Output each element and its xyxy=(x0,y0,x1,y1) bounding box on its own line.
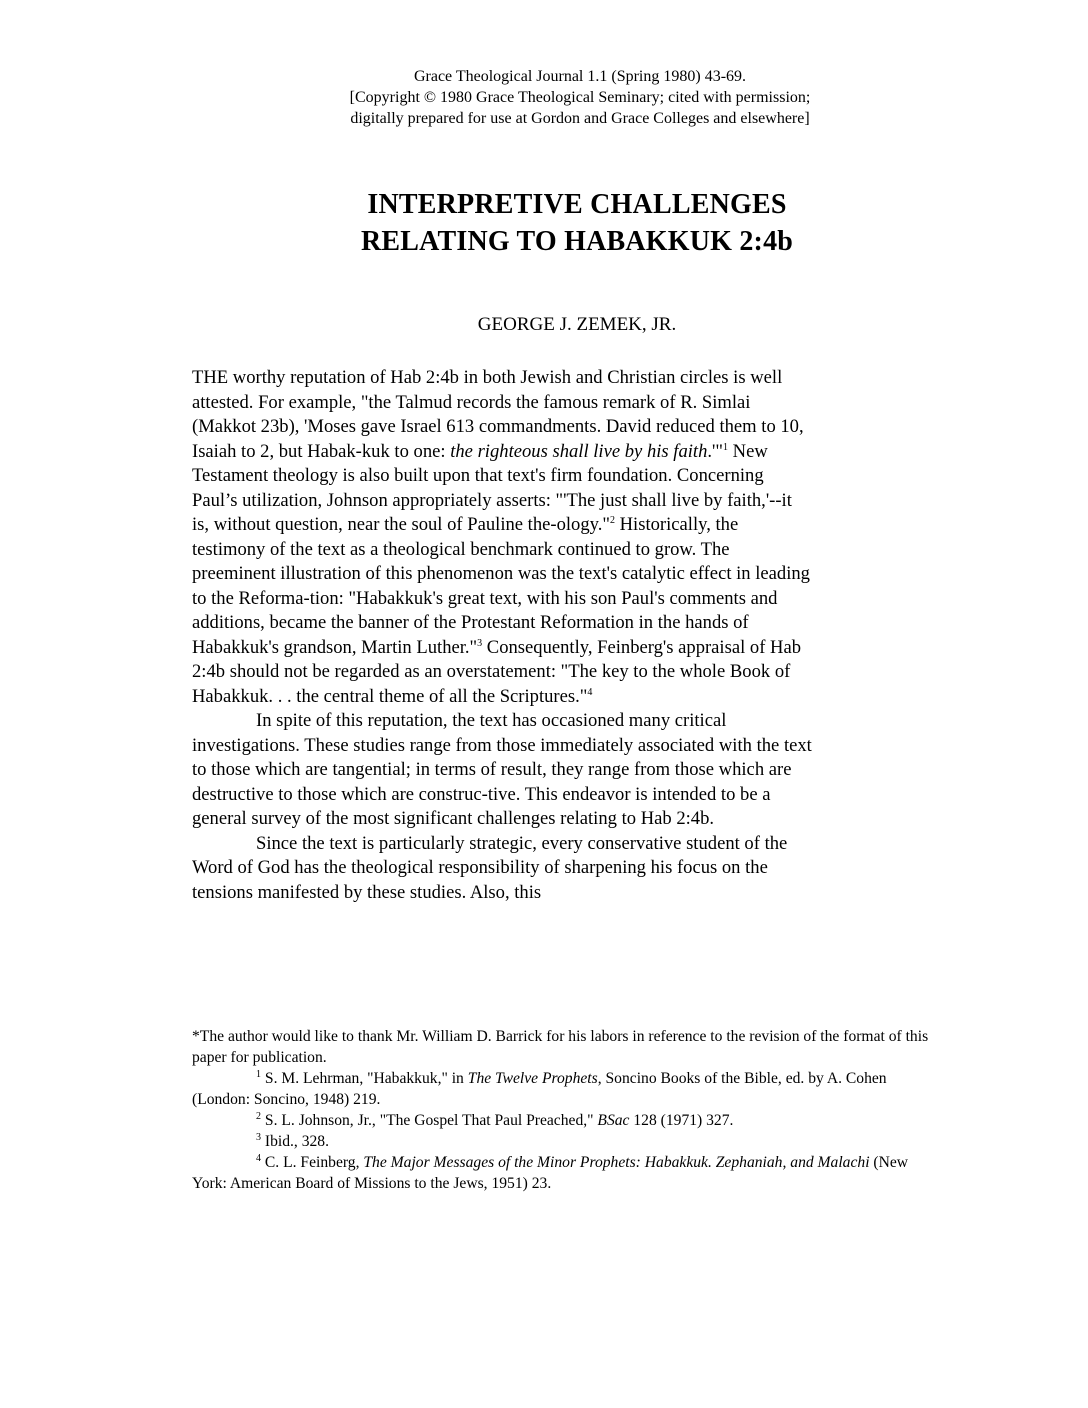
footnote-3: $^3$ Ibid., 328. xyxy=(256,1131,330,1150)
article-body xyxy=(192,366,812,905)
footnotes xyxy=(192,1026,932,1194)
header-digital-note: digitally prepared for use at Gordon and Grace Colleges and elsewhere] xyxy=(350,110,810,127)
journal-header xyxy=(280,66,880,129)
title-line-2: RELATING TO HABAKKUK 2:4b xyxy=(360,226,794,257)
paragraph-2: In spite of this reputation, the text has occasioned many critical investigations. These studies range from those immediately associated with the text to those which are tangential; in terms of result, they range from those which are destructive to those which are construc-tive. This endeavor is intended to be a general survey of the most significant challenges relating to Hab 2:4b. xyxy=(192,710,812,829)
paragraph-3: Since the text is particularly strategic, every conservative student of the Word of God has the theological responsibility of sharpening his focus on the tensions manifested by these studies. Also, this xyxy=(192,832,788,903)
header-copyright: [Copyright © 1980 Grace Theological Seminary; cited with permission; xyxy=(349,89,811,106)
footnote-ref-3: 3 xyxy=(477,637,483,649)
header-citation: Grace Theological Journal 1.1 (Spring 1980) 43-69. xyxy=(413,68,747,85)
footnote-acknowledgment: *The author would like to thank Mr. William D. Barrick for his labors in reference to the revision of the format of this paper for publication. xyxy=(192,1028,929,1066)
italic-quote: the righteous shall live by his faith xyxy=(450,440,708,462)
author-name: GEORGE J. ZEMEK, JR. xyxy=(477,314,677,335)
paragraph-1: THE worthy reputation of Hab 2:4b in both Jewish and Christian circles is well attested. For example, "the Talmud records the famous remark of R. Simlai (Makkot 23b), 'Moses gave Israel 613 commandments. David reduced them to 10, Isaiah to 2, but Habak-kuk to one: the righteous shall live by his faith.'"$^1$ New Testament theology is also built upon that text's firm foundation. Concerning Paul’s utilization, Johnson appropriately asserts: "'The just shall live by faith,'--it is, without question, near the soul of Pauline the-ology."$^2$ Historically, the testimony of the text as a theological benchmark continued to grow. The preeminent illustration of this phenomenon was the text's catalytic effect in leading to the Reforma-tion: "Habakkuk's great text, with his son Paul's comments and additions, became the banner of the Protestant Reformation in the hands of Habakkuk's grandson, Martin Luther."$^3$ Consequently, Feinberg's appraisal of Hab 2:4b should not be regarded as an overstatement: "The key to the whole Book of Habakkuk. . . the central theme of all the Scriptures."$^4$ xyxy=(192,367,810,707)
article-title xyxy=(190,186,964,260)
title-line-1: INTERPRETIVE CHALLENGES xyxy=(367,189,787,220)
footnote-ref-1: 1 xyxy=(723,441,728,453)
footnote-4: $^4$ C. L. Feinberg, The Major Messages of the Minor Prophets: Habakkuk. Zephaniah, and Malachi (New York: American Board of Missions to the Jews, 1951) 23. xyxy=(192,1152,909,1192)
footnote-1: $^1$ S. M. Lehrman, "Habakkuk," in The Twelve Prophets, Soncino Books of the Bible, ed. by A. Cohen (London: Soncino, 1948) 219. xyxy=(192,1068,887,1108)
footnote-ref-2: 2 xyxy=(609,514,615,526)
footnote-ref-4: 4 xyxy=(587,686,593,698)
footnote-2: $^2$ S. L. Johnson, Jr., "The Gospel That Paul Preached," BSac 128 (1971) 327. xyxy=(256,1110,734,1129)
